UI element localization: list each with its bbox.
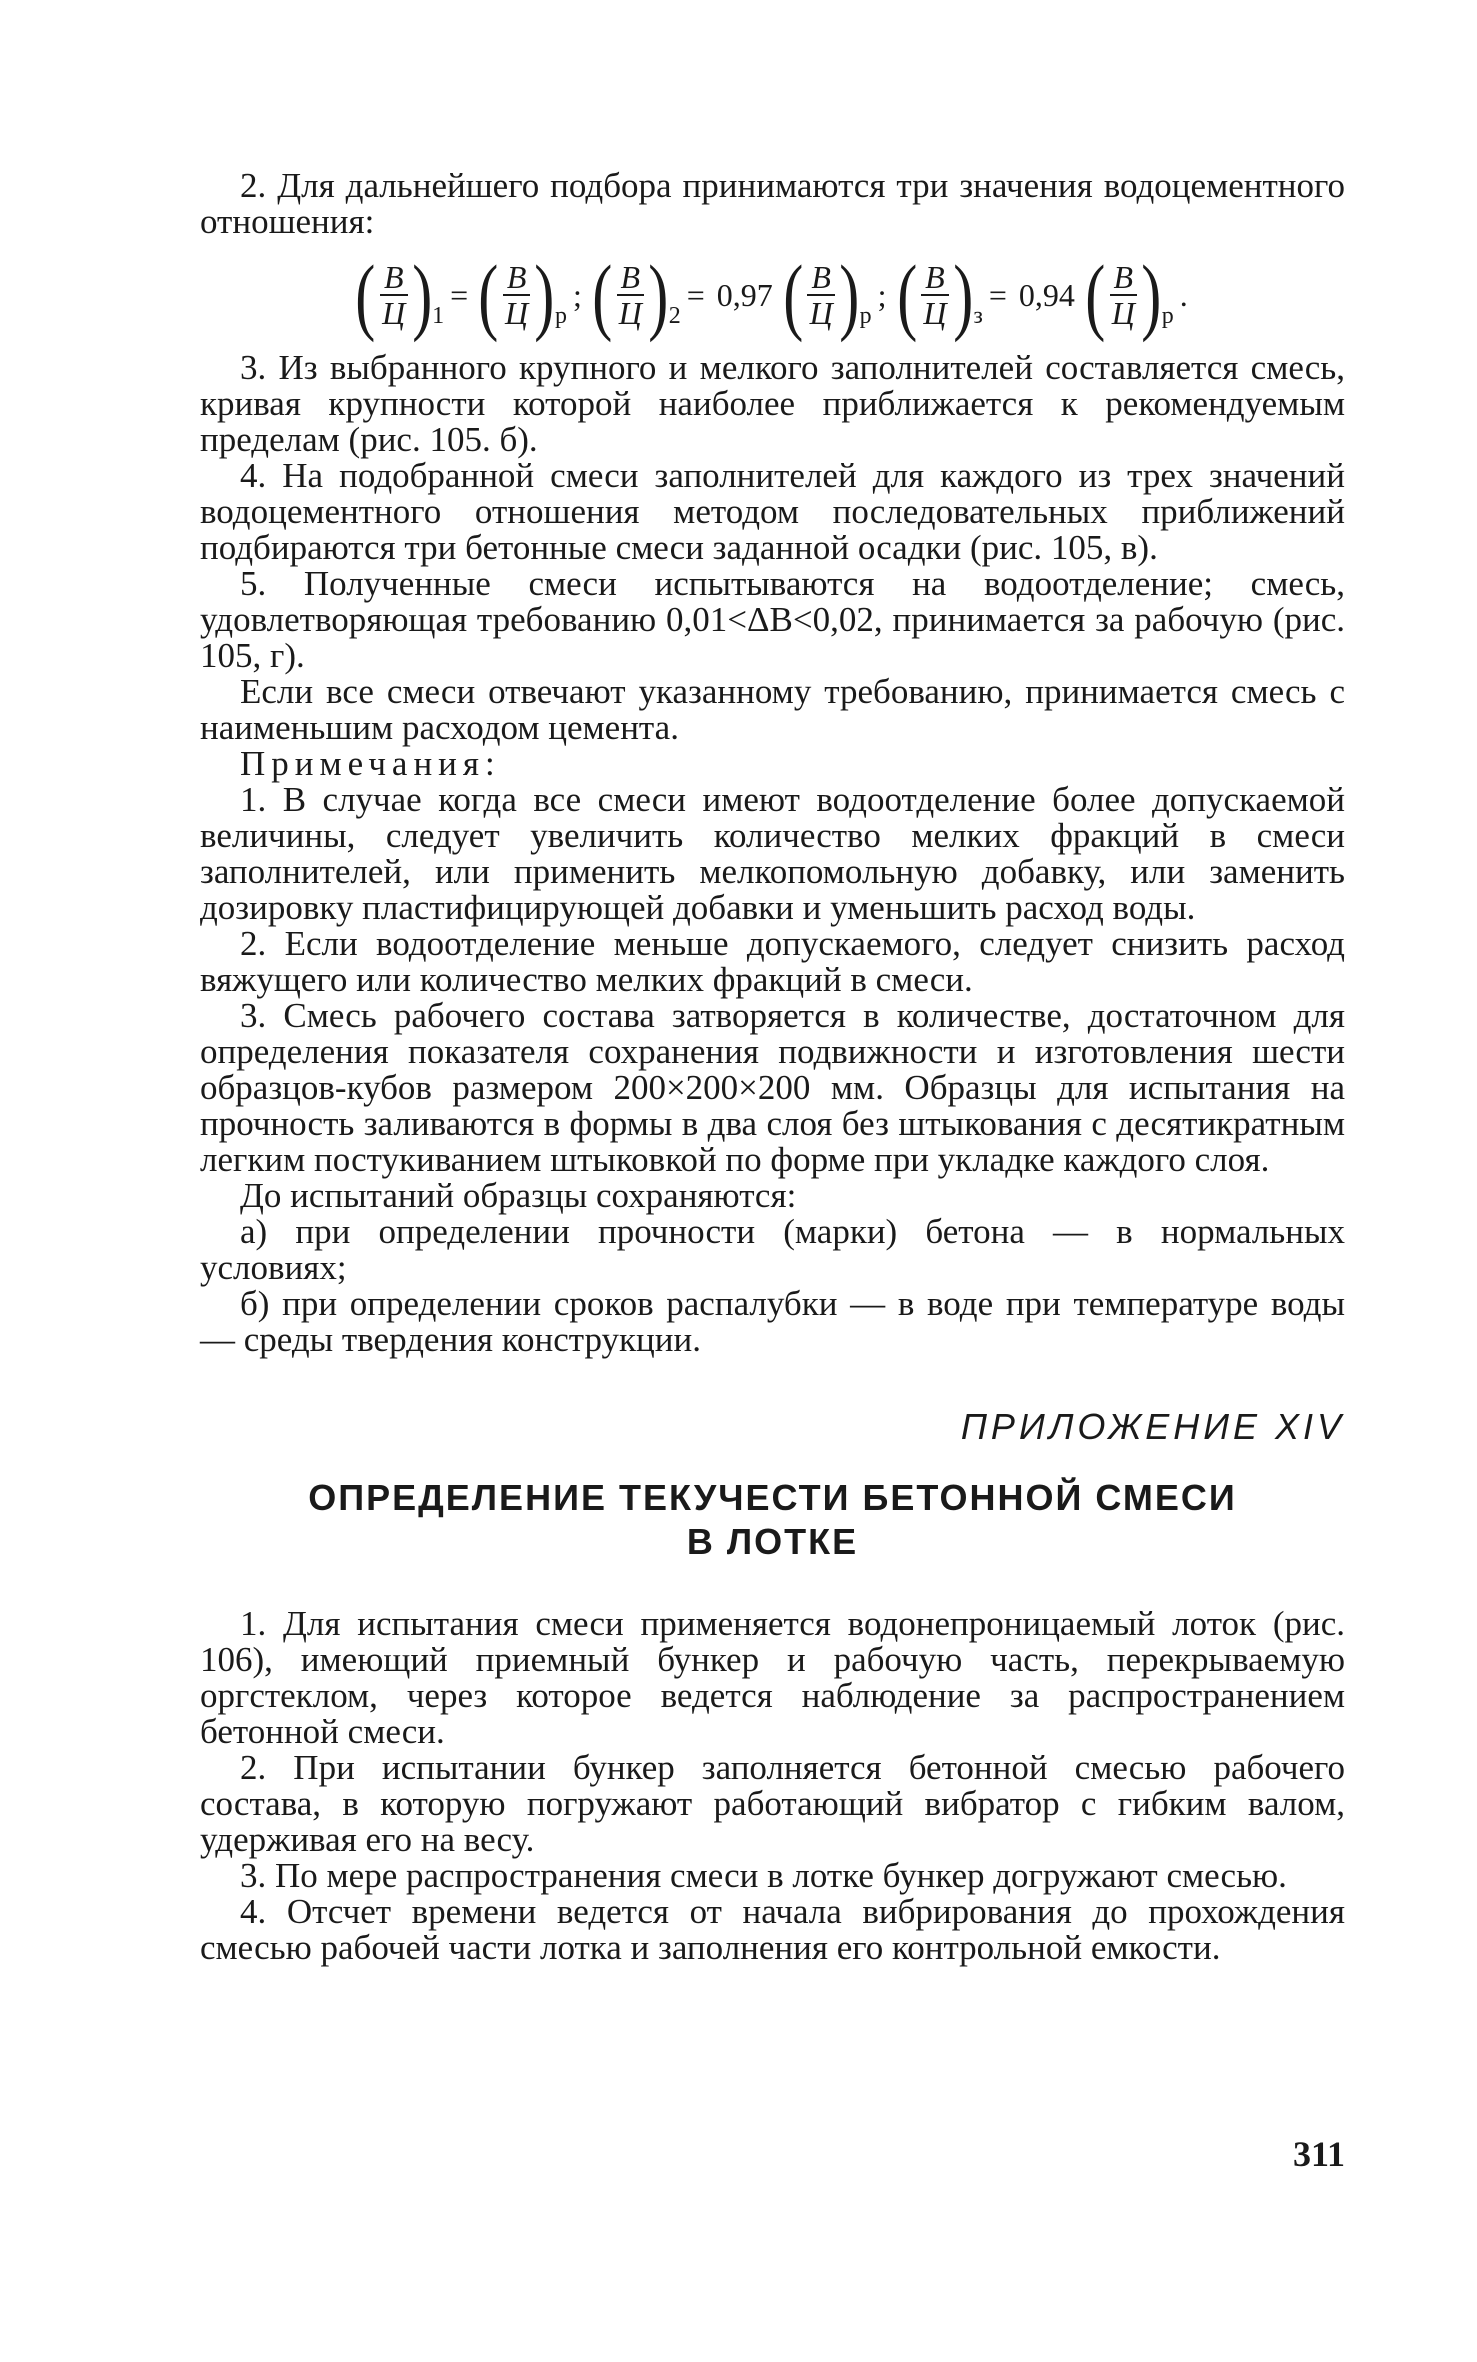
period: .	[1179, 276, 1188, 313]
page-content	[200, 168, 1345, 1966]
subscript: з	[973, 303, 983, 329]
appendix-title-line-1: ОПРЕДЕЛЕНИЕ ТЕКУЧЕСТИ БЕТОННОЙ СМЕСИ	[308, 1477, 1237, 1518]
coefficient-097: 0,97	[716, 276, 773, 313]
paragraph-3: 3. Из выбранного крупного и мелкого заполнителей составляется смесь, кривая крупности которой наиболее приближается к рекомендуемым пределам (рис. 105. б).	[200, 348, 1345, 459]
storage-intro: До испытаний образцы сохраняются:	[240, 1176, 797, 1215]
subscript: 1	[432, 303, 445, 329]
appendix-title-line-2: В ЛОТКЕ	[686, 1521, 859, 1562]
denominator: Ц	[618, 295, 642, 331]
separator: ;	[877, 276, 887, 313]
wc-ratio-p: ( $\frac{В}{Ц}$ ) р	[1085, 247, 1174, 343]
denominator: Ц	[923, 295, 947, 331]
notes-heading: Примечания:	[240, 744, 501, 783]
numerator: В	[921, 260, 949, 296]
denominator: Ц	[382, 295, 406, 331]
note-1: 1. В случае когда все смеси имеют водоотделение более допускаемой величины, следует увеличить количество мелких фракций в смеси заполнителей, или применить мелкопомольную добавку, или заменить дозировку пластифицирующей добавки и уменьшить расход воды.	[200, 780, 1345, 927]
subscript: р	[859, 303, 872, 329]
appendix-paragraph-4: 4. Отсчет времени ведется от начала вибрирования до прохождения смесью рабочей части лотка и заполнения его контрольной емкости.	[200, 1892, 1345, 1967]
appendix-paragraph-3: 3. По мере распространения смеси в лотке бункер догружают смесью.	[240, 1856, 1287, 1895]
paragraph-5: 5. Полученные смеси испытываются на водоотделение; смесь, удовлетворяющая требованию 0,01<ΔВ<0,02, принимается за рабочую (рис. 105, г).	[200, 564, 1345, 675]
appendix-title	[200, 1476, 1345, 1564]
numerator: В	[807, 260, 835, 296]
wc-ratio-3: ( $\frac{В}{Ц}$ ) з	[896, 247, 983, 343]
paragraph-conclusion: Если все смеси отвечают указанному требованию, принимается смесь с наименьшим расходом цемента.	[200, 672, 1345, 747]
storage-item-b: б) при определении сроков распалубки — в воде при температуре воды — среды твердения конструкции.	[200, 1284, 1345, 1359]
numerator: В	[617, 260, 645, 296]
wc-ratio-p: ( $\frac{В}{Ц}$ ) р	[478, 247, 568, 343]
water-cement-formula	[200, 240, 1345, 350]
coefficient-094: 0,94	[1018, 276, 1075, 313]
appendix-label: ПРИЛОЖЕНИЕ XIV	[960, 1406, 1345, 1447]
wc-ratio-2: ( $\frac{В}{Ц}$ ) 2	[592, 247, 681, 343]
numerator: В	[380, 260, 408, 296]
note-2: 2. Если водоотделение меньше допускаемого, следует снизить расход вяжущего или количество мелких фракций в смеси.	[200, 924, 1345, 999]
wc-ratio-1: ( $\frac{В}{Ц}$ ) 1	[355, 247, 445, 343]
equals-sign: =	[686, 276, 705, 313]
subscript: р	[555, 303, 568, 329]
separator: ;	[573, 276, 582, 313]
numerator: В	[503, 260, 531, 296]
subscript: 2	[668, 303, 681, 329]
denominator: Ц	[505, 295, 529, 331]
paragraph-2: 2. Для дальнейшего подбора принимаются три значения водоцементного отношения:	[200, 166, 1345, 241]
paragraph-4: 4. На подобранной смеси заполнителей для каждого из трех значений водоцементного отношения методом последовательных приближений подбираются три бетонные смеси заданной осадки (рис. 105, в).	[200, 456, 1345, 567]
page-number: 311	[1292, 2134, 1345, 2174]
equals-sign: =	[450, 276, 469, 313]
note-3: 3. Смесь рабочего состава затворяется в количестве, достаточном для определения показателя сохранения подвижности и изготовления шести образцов-кубов размером 200×200×200 мм. Образцы для испытания на прочность заливаются в формы в два слоя без штыкования с десятикратным легким постукиванием штыковкой по форме при укладке каждого слоя.	[200, 996, 1345, 1179]
wc-ratio-p: ( $\frac{В}{Ц}$ ) р	[783, 247, 872, 343]
equals-sign: =	[988, 276, 1007, 313]
appendix-paragraph-2: 2. При испытании бункер заполняется бетонной смесью рабочего состава, в которую погружают работающий вибратор с гибким валом, удерживая его на весу.	[200, 1748, 1345, 1859]
numerator: В	[1110, 260, 1138, 296]
subscript: р	[1161, 303, 1174, 329]
denominator: Ц	[1111, 295, 1135, 331]
storage-item-a: а) при определении прочности (марки) бетона — в нормальных условиях;	[200, 1212, 1345, 1287]
denominator: Ц	[809, 295, 833, 331]
appendix-paragraph-1: 1. Для испытания смеси применяется водонепроницаемый лоток (рис. 106), имеющий приемный бункер и рабочую часть, перекрываемую оргстеклом, через которое ведется наблюдение за распространением бетонной смеси.	[200, 1604, 1345, 1751]
